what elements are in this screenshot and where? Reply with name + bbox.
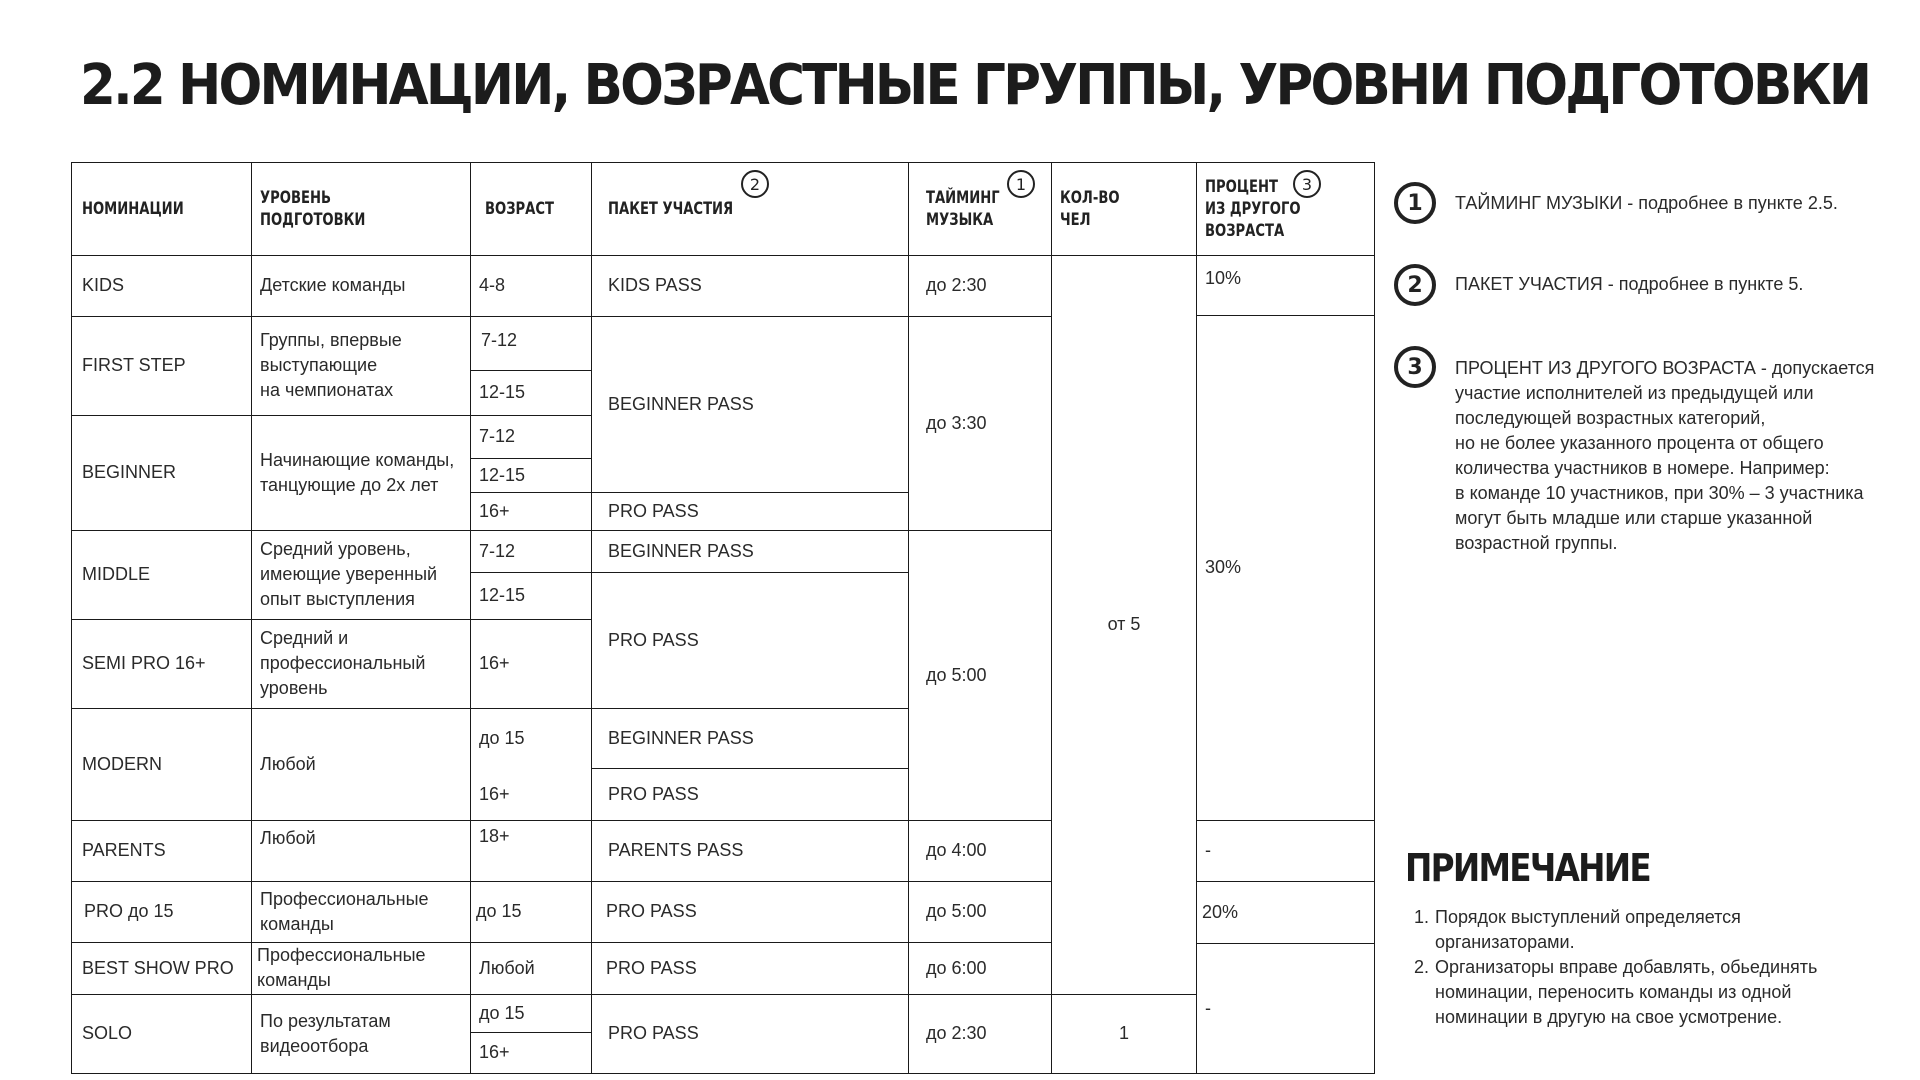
- age-cell: 16+: [479, 1042, 510, 1062]
- header-percent: ПРОЦЕНТ ИЗ ДРУГОГО ВОЗРАСТА: [1205, 177, 1301, 241]
- age-cell: 16+: [479, 783, 510, 804]
- nomination-cell: BEGINNER: [82, 462, 177, 482]
- footnote-2-text: ПАКЕТ УЧАСТИЯ - подробнее в пункте 5.: [1455, 274, 1804, 294]
- nomination-cell: PRO до 15: [84, 901, 174, 921]
- level-cell: Средний уровень, имеющие уверенный опыт выступления: [260, 539, 438, 609]
- footnote-1-icon: 1: [1394, 182, 1436, 224]
- timing-cell: до 6:00: [926, 957, 987, 978]
- timing-cell: до 5:00: [926, 901, 987, 921]
- age-cell: 16+: [479, 500, 510, 521]
- percent-cell: -: [1205, 840, 1211, 860]
- footnote-1-text: ТАЙМИНГ МУЗЫКИ - подробнее в пункте 2.5.: [1455, 193, 1838, 213]
- timing-cell: до 4:00: [926, 840, 987, 860]
- percent-cell: 10%: [1205, 268, 1242, 288]
- list-item: 1. Порядок выступлений определяется организаторами.: [1413, 907, 1741, 952]
- nominations-table: [71, 162, 1375, 1074]
- level-cell: Начинающие команды, танцующие до 2х лет: [260, 449, 455, 495]
- header-age: ВОЗРАСТ: [485, 198, 554, 219]
- nomination-cell: MIDDLE: [82, 564, 151, 584]
- age-cell: до 15: [476, 901, 522, 921]
- header-count: КОЛ-ВО ЧЕЛ: [1060, 187, 1120, 230]
- level-cell: Профессиональные команды: [260, 888, 429, 934]
- nomination-cell: BEST SHOW PRO: [82, 957, 234, 978]
- age-cell: 4-8: [479, 275, 506, 295]
- footnote-3-text: ПРОЦЕНТ ИЗ ДРУГОГО ВОЗРАСТА - допускается участие исполнителей из предыдущей или последующей возрастных категорий, но не более указанного процента от общего количества участников в номере. Например: в команде 10 участников, при 30% – 3 участника могут быть младше или старше указанной возрастной группы.: [1455, 358, 1875, 553]
- package-cell: BEGINNER PASS: [608, 727, 754, 748]
- footnote-3-marker: 3: [1293, 170, 1321, 198]
- level-cell: Детские команды: [260, 275, 406, 295]
- count-cell: 1: [1118, 1023, 1129, 1043]
- package-cell: PRO PASS: [608, 783, 699, 804]
- nomination-cell: SEMI PRO 16+: [82, 653, 206, 673]
- nomination-cell: SOLO: [82, 1023, 133, 1043]
- level-cell: Профессиональные команды: [257, 945, 426, 990]
- age-cell: 12-15: [479, 585, 526, 605]
- header-nominations: НОМИНАЦИИ: [82, 198, 184, 219]
- age-cell: 7-12: [479, 540, 516, 561]
- count-cell: от 5: [1107, 614, 1141, 634]
- nomination-cell: PARENTS: [82, 840, 166, 860]
- timing-cell: до 5:00: [926, 664, 987, 685]
- list-item: 2. Организаторы вправе добавлять, обьединять номинации, переносить команды из одной номинации в другую на свое усмотрение.: [1413, 957, 1818, 1027]
- timing-cell: до 2:30: [926, 275, 987, 295]
- age-cell: 16+: [479, 653, 510, 673]
- age-cell: 12-15: [479, 382, 526, 402]
- footnote-2-icon: 2: [1394, 264, 1436, 306]
- age-cell: до 15: [479, 727, 525, 748]
- package-cell: PRO PASS: [608, 500, 699, 521]
- remark-list: [1405, 905, 1875, 1030]
- remark-title: ПРИМЕЧАНИЕ: [1405, 846, 1651, 890]
- age-cell: 7-12: [481, 330, 518, 350]
- nomination-cell: KIDS: [82, 275, 125, 295]
- header-level: УРОВЕНЬ ПОДГОТОВКИ: [260, 187, 366, 230]
- age-cell: до 15: [479, 1002, 525, 1023]
- package-cell: PRO PASS: [606, 957, 697, 978]
- nomination-cell: FIRST STEP: [82, 355, 186, 375]
- percent-cell: -: [1205, 997, 1211, 1018]
- package-cell: PRO PASS: [608, 629, 699, 650]
- header-timing: ТАЙМИНГ МУЗЫКА: [926, 187, 1000, 230]
- page-title: 2.2 НОМИНАЦИИ, ВОЗРАСТНЫЕ ГРУППЫ, УРОВНИ ПОДГОТОВКИ: [80, 53, 1870, 118]
- package-cell: PRO PASS: [608, 1023, 699, 1043]
- age-cell: Любой: [479, 957, 535, 978]
- timing-cell: до 2:30: [926, 1023, 987, 1043]
- level-cell: Группы, впервые выступающие на чемпионатах: [260, 330, 402, 400]
- percent-cell: 20%: [1202, 901, 1239, 922]
- age-cell: 12-15: [479, 464, 526, 485]
- level-cell: Любой: [260, 753, 316, 774]
- package-cell: BEGINNER PASS: [608, 540, 754, 561]
- timing-cell: до 3:30: [926, 412, 987, 433]
- age-cell: 7-12: [479, 426, 516, 446]
- percent-cell: 30%: [1205, 557, 1242, 577]
- package-cell: BEGINNER PASS: [608, 393, 754, 414]
- footnote-1-marker: 1: [1007, 170, 1035, 198]
- age-cell: 18+: [479, 826, 510, 846]
- footnote-3-icon: 3: [1394, 346, 1436, 388]
- level-cell: По результатам видеоотбора: [260, 1010, 391, 1056]
- level-cell: Средний и профессиональный уровень: [260, 628, 426, 698]
- package-cell: PRO PASS: [606, 901, 697, 921]
- level-cell: Любой: [260, 828, 316, 848]
- package-cell: KIDS PASS: [608, 275, 702, 295]
- header-package: ПАКЕТ УЧАСТИЯ: [608, 198, 734, 219]
- package-cell: PARENTS PASS: [608, 840, 744, 860]
- nomination-cell: MODERN: [82, 753, 162, 774]
- footnote-2-marker: 2: [741, 170, 769, 198]
